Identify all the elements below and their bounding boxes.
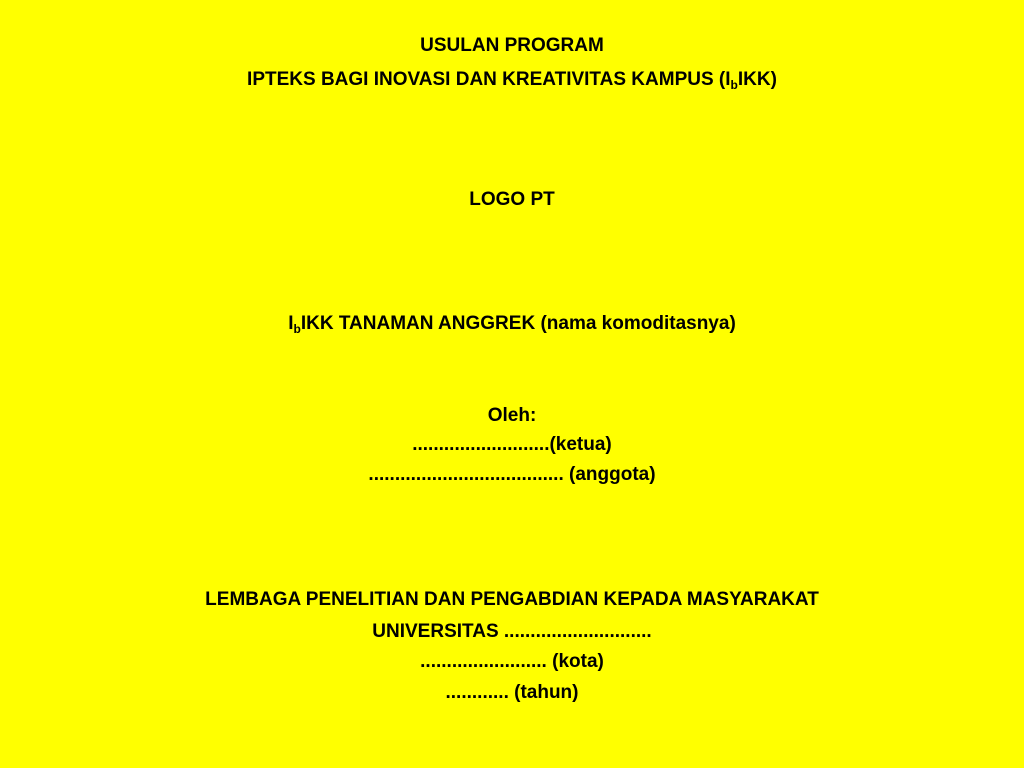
- institution-city: ........................ (kota): [420, 651, 604, 672]
- institution-university: UNIVERSITAS ............................: [372, 621, 652, 642]
- institution-year: ............ (tahun): [445, 682, 579, 703]
- program-title-suffix: IKK TANAMAN ANGGREK (nama komoditasnya): [300, 313, 736, 334]
- author-ketua: ..........................(ketua): [412, 434, 612, 455]
- program-title: [0, 312, 1024, 336]
- author-anggota: ..................................... (anggota): [368, 464, 656, 485]
- header-title-line2: [0, 68, 1024, 92]
- header-title-line2-subscript: b: [730, 78, 738, 92]
- institution-name: LEMBAGA PENELITIAN DAN PENGABDIAN KEPADA MASYARAKAT: [205, 589, 819, 610]
- logo-placeholder: LOGO PT: [469, 189, 555, 210]
- header-title-line2-prefix: IPTEKS BAGI INOVASI DAN KREATIVITAS KAMPUS (I: [247, 69, 731, 90]
- authors-label: Oleh:: [487, 405, 537, 426]
- program-title-prefix: I: [288, 313, 294, 334]
- header-title-line1: USULAN PROGRAM: [420, 35, 604, 56]
- header-title-line2-suffix: IKK): [737, 69, 777, 90]
- program-title-subscript: b: [293, 322, 301, 336]
